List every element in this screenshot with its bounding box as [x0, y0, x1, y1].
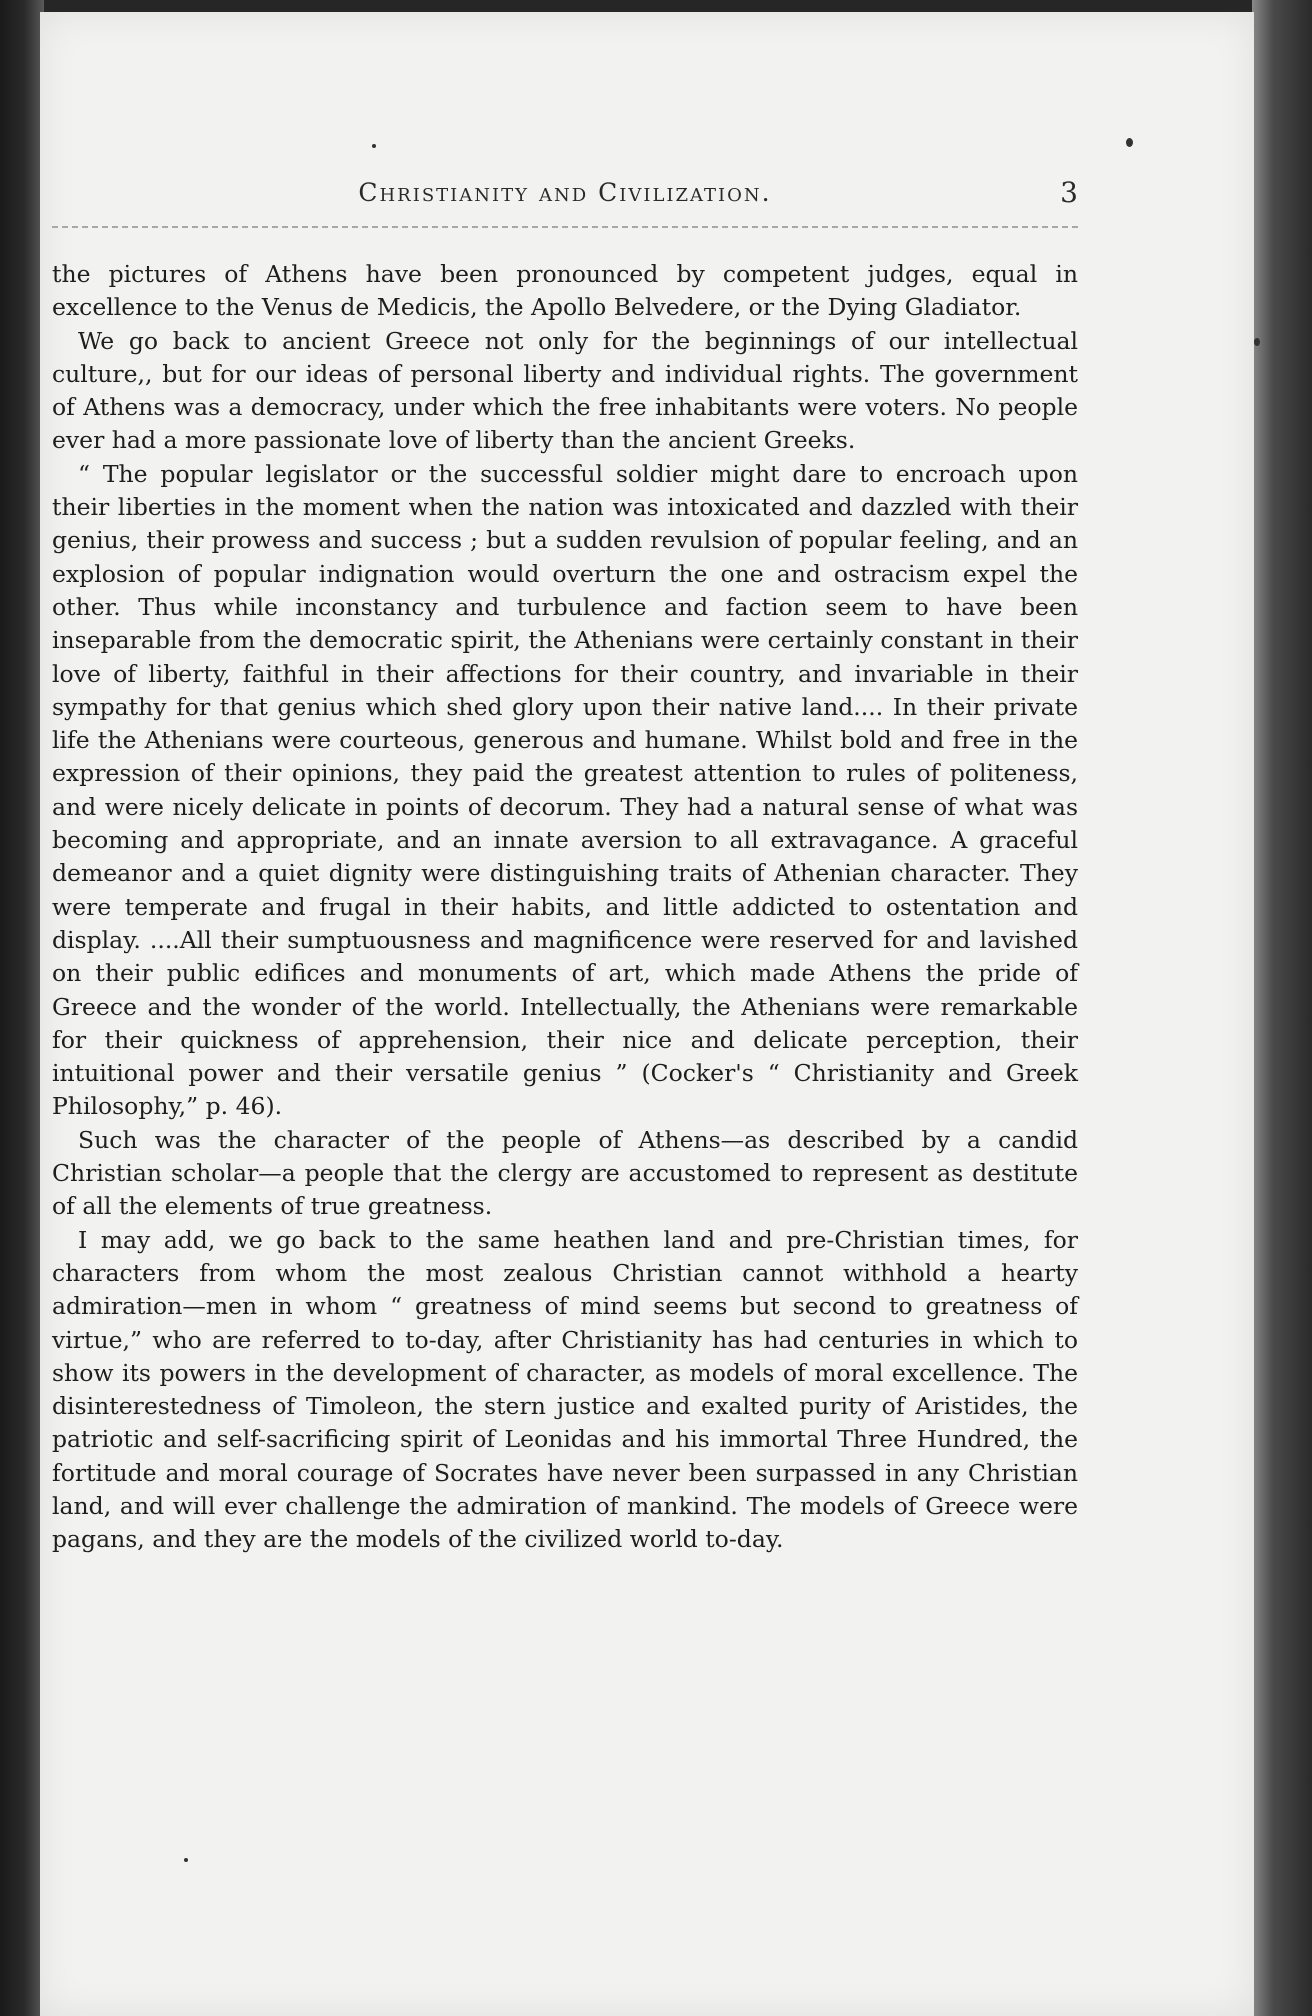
ink-speck: [372, 144, 376, 148]
header-rule: [52, 226, 1078, 228]
page-number: 3: [1060, 176, 1078, 209]
running-title: Christianity and Civilization.: [358, 178, 772, 207]
body-text: [52, 258, 1078, 1557]
running-header: [52, 172, 1078, 218]
ink-speck: [1254, 338, 1260, 346]
paragraph: “ The popular legislator or the successful soldier might dare to encroach upon their liberties in the moment when the nation was intoxicated and dazzled with their genius, their prowess and success ; but a sudden revulsion of popular feeling, and an explosion of popular indignation would overturn the one and ostracism expel the other. Thus while inconstancy and turbulence and faction seem to have been inseparable from the democratic spirit, the Athenians were certainly constant in their love of liberty, faithful in their affections for their country, and invariable in their sympathy for that genius which shed glory upon their native land.... In their private life the Athenians were courteous, generous and humane. Whilst bold and free in the expression of their opinions, they paid the greatest attention to rules of politeness, and were nicely delicate in points of decorum. They had a natural sense of what was becoming and appropriate, and an innate aversion to all extravagance. A graceful demeanor and a quiet dignity were distinguishing traits of Athenian character. They were temperate and frugal in their habits, and little addicted to ostentation and display. ....All their sumptuousness and magnificence were reserved for and lavished on their public edifices and monuments of art, which made Athens the pride of Greece and the wonder of the world. Intellectually, the Athenians were remarkable for their quickness of apprehension, their nice and delicate perception, their intuitional power and their versatile genius ” (Cocker's “ Christianity and Greek Philosophy,” p. 46).: [52, 459, 1078, 1121]
ink-speck: [184, 1858, 188, 1862]
paragraph: We go back to ancient Greece not only for the beginnings of our intellectual culture,, but for our ideas of personal liberty and individual rights. The government of Athens was a democracy, under which the free inhabitants were voters. No people ever had a more passionate love of liberty than the ancient Greeks.: [52, 326, 1078, 455]
paragraph: the pictures of Athens have been pronounced by competent judges, equal in excellence to the Venus de Medicis, the Apollo Belvedere, or the Dying Gladiator.: [52, 260, 1078, 322]
left-binding-edge: [0, 0, 44, 2016]
ink-speck: [1126, 138, 1133, 147]
paragraph: I may add, we go back to the same heathen land and pre-Christian times, for characters from whom the most zealous Christian cannot withhold a hearty admiration—men in whom “ greatness of mind seems but second to greatness of virtue,” who are referred to to-day, after Christianity has had centuries in which to show its powers in the development of character, as models of moral excellence. The disinterestedness of Timoleon, the stern justice and exalted purity of Aristides, the patriotic and self-sacrificing spirit of Leonidas and his immortal Three Hundred, the fortitude and moral courage of Socrates have never been surpassed in any Christian land, and will ever challenge the admiration of mankind. The models of Greece were pagans, and they are the models of the civilized world to-day.: [52, 1225, 1078, 1554]
paragraph: Such was the character of the people of Athens—as described by a candid Christian scholar—a people that the clergy are accustomed to represent as destitute of all the elements of true greatness.: [52, 1125, 1078, 1221]
right-page-edge: [1252, 0, 1312, 2016]
